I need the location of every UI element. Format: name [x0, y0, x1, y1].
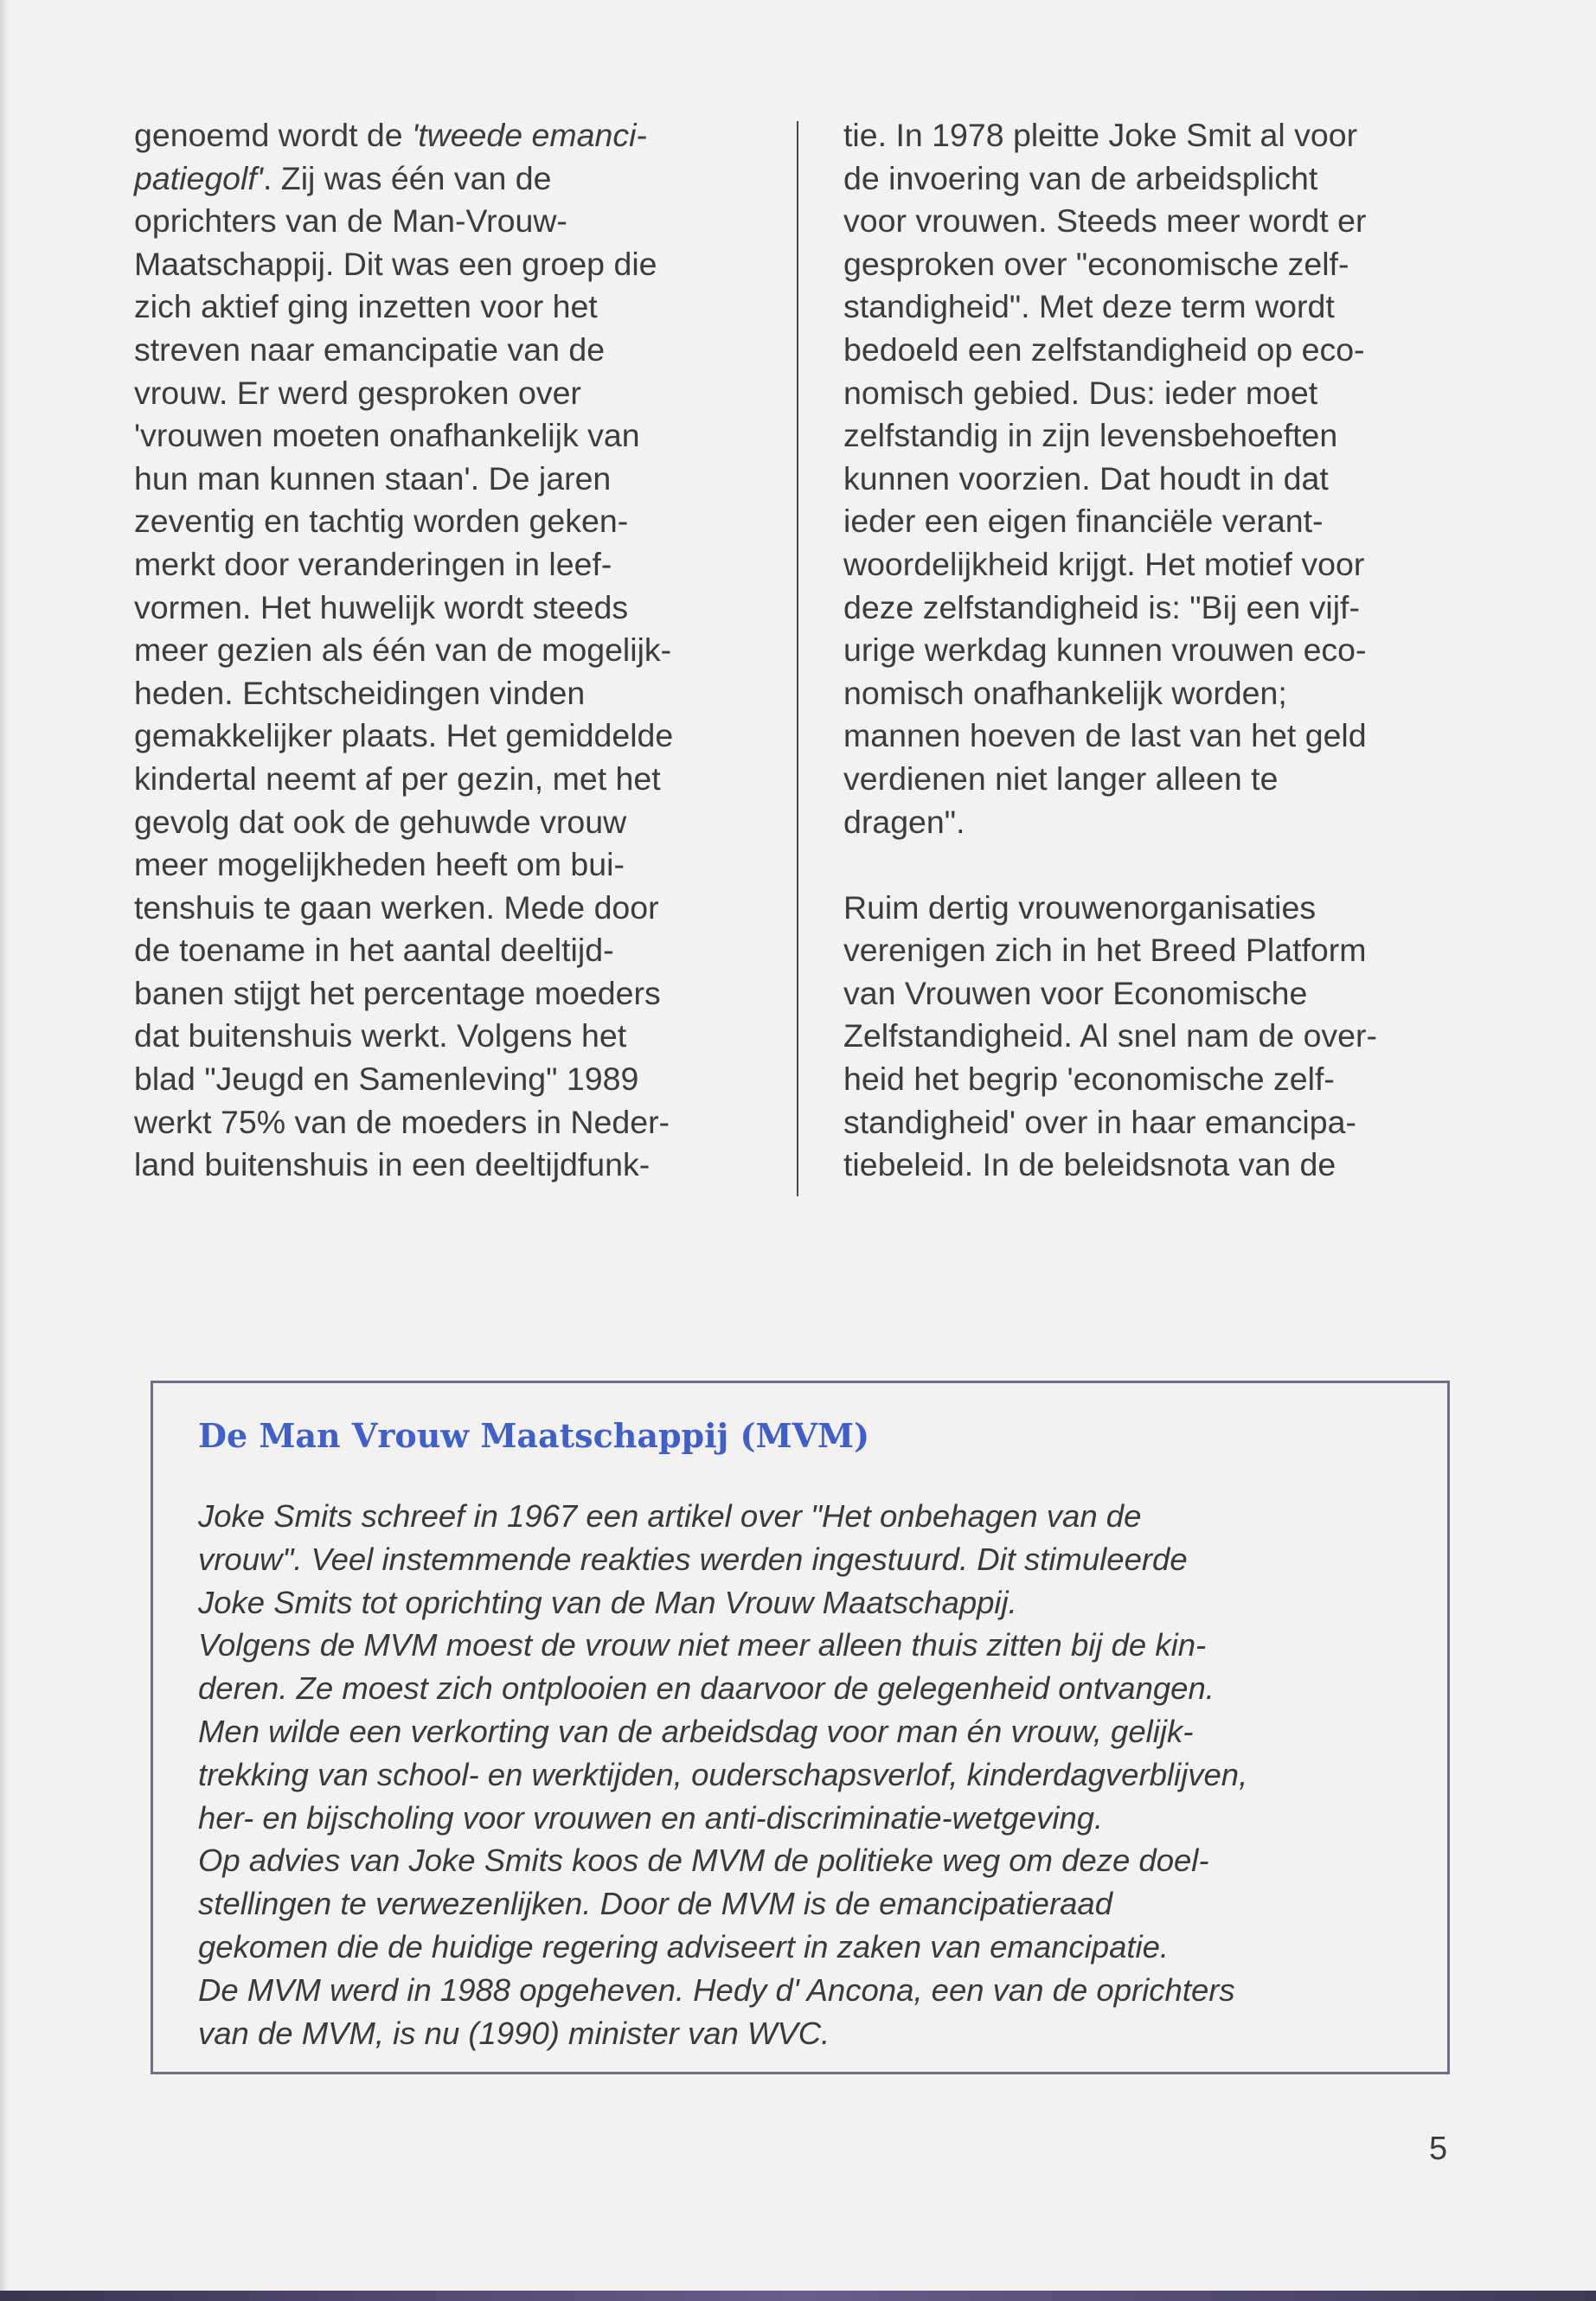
- text-line: 'vrouwen moeten onafhankelijk van: [134, 417, 640, 454]
- page-number: 5: [1429, 2131, 1448, 2167]
- text-line: bedoeld een zelfstandigheid op eco-: [843, 330, 1365, 368]
- text-line: oprichters van de Man-Vrouw-: [134, 202, 567, 240]
- text-line: Maatschappij. Dit was een groep die: [134, 245, 657, 282]
- text-line: gesproken over "economische zelf-: [843, 245, 1349, 282]
- text-line: van Vrouwen voor Economische: [843, 974, 1308, 1011]
- text-line: heid het begrip 'economische zelf-: [843, 1061, 1335, 1098]
- text-line: woordelijkheid krijgt. Het motief voor: [843, 545, 1365, 582]
- text-line: deze zelfstandigheid is: "Bij een vijf-: [843, 588, 1360, 625]
- text-line: nomisch gebied. Dus: ieder moet: [843, 374, 1318, 411]
- info-box-line: van de MVM, is nu (1990) minister van WVC.: [198, 2015, 830, 2051]
- text-line: standigheid". Met deze term wordt: [843, 288, 1335, 325]
- left-text-column: [134, 114, 766, 1187]
- info-box-line: stellingen te verwezenlijken. Door de MVM is de emancipatieraad: [198, 1886, 1113, 1922]
- text-line: vrouw. Er werd gesproken over: [134, 374, 581, 411]
- text-line: de toename in het aantal deeltijd-: [134, 932, 614, 969]
- info-box-line: De MVM werd in 1988 opgeheven. Hedy d' Ancona, een van de oprichters: [198, 1971, 1235, 2008]
- text-line: kunnen voorzien. Dat houdt in dat: [843, 459, 1329, 497]
- text-line: nomisch onafhankelijk worden;: [843, 674, 1287, 711]
- text-line: mannen hoeven de last van het geld: [843, 717, 1367, 754]
- text-line: standigheid' over in haar emancipa-: [843, 1103, 1356, 1140]
- right-text-column: [843, 114, 1466, 1187]
- paragraph-gap: [843, 843, 1466, 887]
- text-line: tiebeleid. In de beleidsnota van de: [843, 1146, 1336, 1183]
- text-line: streven naar emancipatie van de: [134, 330, 606, 368]
- info-box-line: trekking van school- en werktijden, ouderschapsverlof, kinderdagverblijven,: [198, 1756, 1248, 1792]
- text-line: heden. Echtscheidingen vinden: [134, 674, 586, 711]
- info-box-line: her- en bijscholing voor vrouwen en anti-discriminatie-wetgeving.: [198, 1799, 1104, 1836]
- text-line: zich aktief ging inzetten voor het: [134, 288, 598, 325]
- text-line: genoemd wordt de 'tweede emanci-: [134, 117, 647, 153]
- text-line: tie. In 1978 pleitte Joke Smit al voor: [843, 117, 1358, 153]
- text-line: vormen. Het huwelijk wordt steeds: [134, 588, 629, 625]
- text-line: meer mogelijkheden heeft om bui-: [134, 846, 625, 883]
- text-line: land buitenshuis in een deeltijdfunk-: [134, 1146, 651, 1183]
- info-box-line: Joke Smits tot oprichting van de Man Vrouw Maatschappij.: [198, 1584, 1017, 1620]
- text-line: banen stijgt het percentage moeders: [134, 974, 661, 1011]
- page-edge-shadow: [0, 0, 9, 2291]
- text-line: de invoering van de arbeidsplicht: [843, 159, 1318, 196]
- text-line: dat buitenshuis werkt. Volgens het: [134, 1017, 627, 1054]
- text-line: werkt 75% van de moeders in Neder-: [134, 1103, 670, 1140]
- text-line: voor vrouwen. Steeds meer wordt er: [843, 202, 1367, 240]
- mvm-info-box: [151, 1381, 1450, 2074]
- text-line: dragen".: [843, 803, 965, 840]
- text-line: zelfstandig in zijn levensbehoeften: [843, 417, 1338, 454]
- info-box-line: vrouw". Veel instemmende reakties werden ingestuurd. Dit stimuleerde: [198, 1541, 1188, 1577]
- text-line: hun man kunnen staan'. De jaren: [134, 459, 612, 497]
- text-line: meer gezien als één van de mogelijk-: [134, 631, 672, 669]
- text-line: Zelfstandigheid. Al snel nam de over-: [843, 1017, 1378, 1054]
- info-box-body: [198, 1495, 1247, 2054]
- info-box-line: Men wilde een verkorting van de arbeidsdag voor man én vrouw, gelijk-: [198, 1713, 1194, 1749]
- text-line: merkt door veranderingen in leef-: [134, 545, 612, 582]
- info-box-line: Joke Smits schreef in 1967 een artikel over "Het onbehagen van de: [198, 1498, 1142, 1534]
- info-box-line: Op advies van Joke Smits koos de MVM de politieke weg om deze doel-: [198, 1843, 1209, 1879]
- info-box-line: gekomen die de huidige regering adviseert in zaken van emancipatie.: [198, 1928, 1170, 1965]
- text-line: ieder een eigen financiële verant-: [843, 503, 1324, 540]
- text-line: Ruim dertig vrouwenorganisaties: [843, 888, 1317, 926]
- text-line: verdienen niet langer alleen te: [843, 760, 1279, 797]
- text-line: verenigen zich in het Breed Platform: [843, 932, 1367, 969]
- column-divider: [797, 121, 798, 1196]
- text-line: kindertal neemt af per gezin, met het: [134, 760, 661, 797]
- text-line: patiegolf'. Zij was één van de: [134, 159, 552, 196]
- info-box-title: De Man Vrouw Maatschappij (MVM): [198, 1416, 870, 1455]
- text-line: gevolg dat ook de gehuwde vrouw: [134, 803, 627, 840]
- text-line: blad "Jeugd en Samenleving" 1989: [134, 1061, 639, 1098]
- text-line: tenshuis te gaan werken. Mede door: [134, 888, 659, 926]
- text-line: gemakkelijker plaats. Het gemiddelde: [134, 717, 674, 754]
- scan-bottom-edge: [0, 2291, 1596, 2301]
- info-box-line: Volgens de MVM moest de vrouw niet meer alleen thuis zitten bij de kin-: [198, 1627, 1207, 1663]
- text-line: zeventig en tachtig worden geken-: [134, 503, 629, 540]
- text-line: urige werkdag kunnen vrouwen eco-: [843, 631, 1367, 669]
- info-box-line: deren. Ze moest zich ontplooien en daarvoor de gelegenheid ontvangen.: [198, 1670, 1215, 1707]
